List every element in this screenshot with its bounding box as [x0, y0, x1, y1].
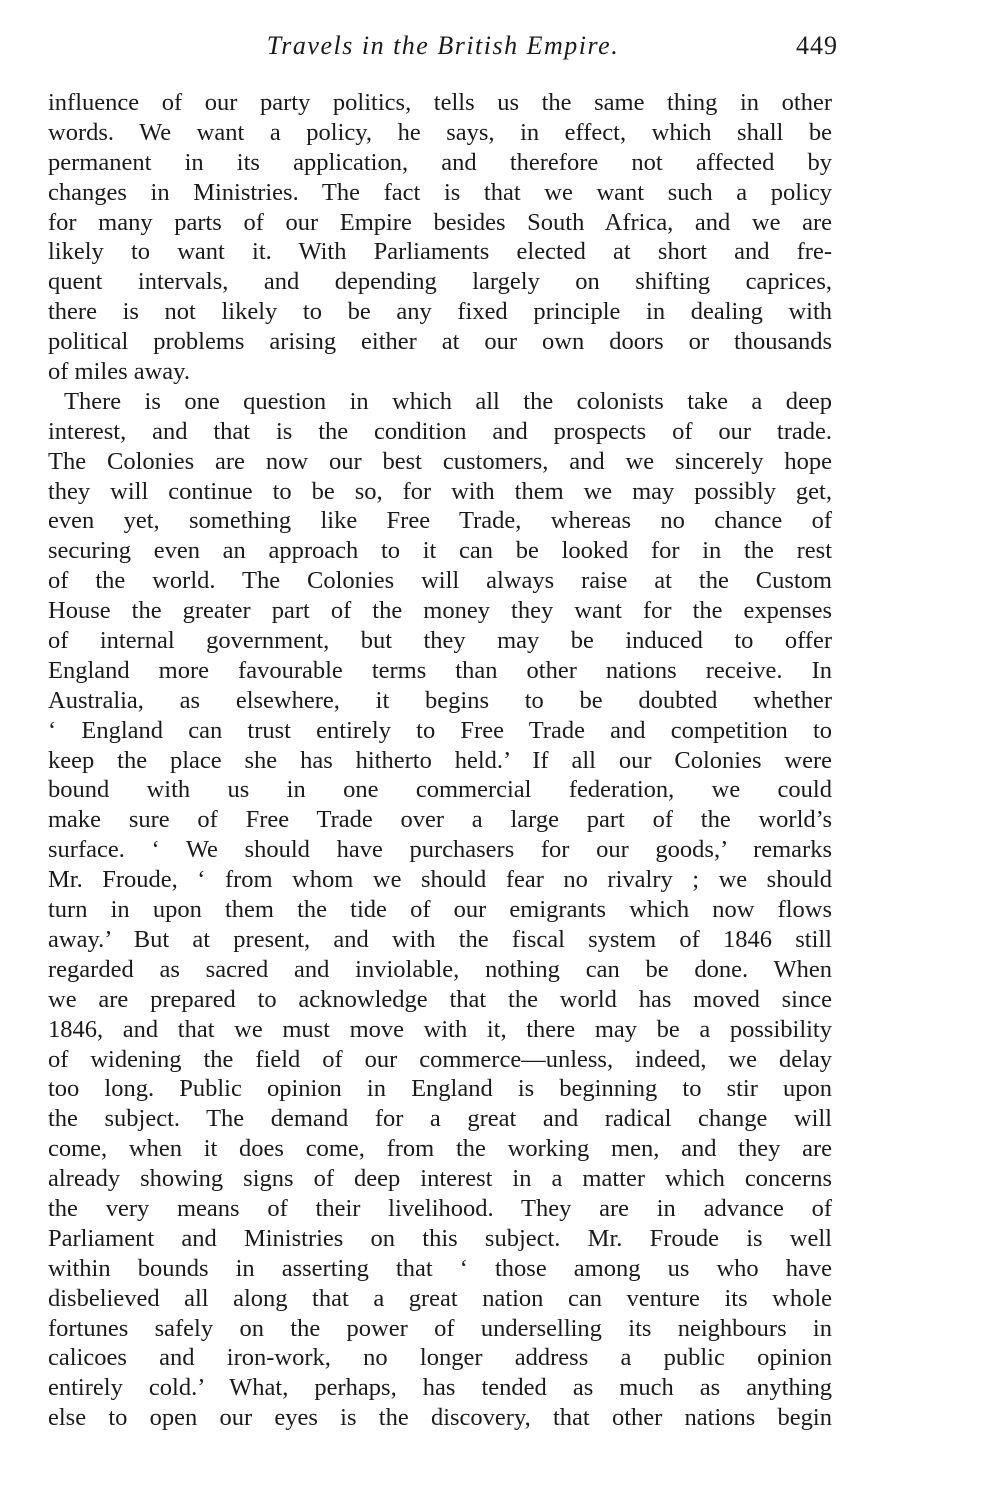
text-line: already showing signs of deep interest in a matter which concerns [48, 1165, 832, 1193]
text-line: even yet, something like Free Trade, whereas no chance of [48, 507, 832, 535]
text-line: for many parts of our Empire besides South Africa, and we are [48, 208, 832, 236]
text-line: England more favourable terms than other nations receive. In [48, 656, 832, 684]
text-line: of widening the field of our commerce—unless, indeed, we delay [48, 1045, 832, 1073]
text-line: changes in Ministries. The fact is that we want such a policy [48, 178, 832, 206]
text-line: House the greater part of the money they want for the expenses [48, 597, 832, 625]
text-line: 1846, and that we must move with it, there may be a possibility [48, 1015, 832, 1043]
text-line: quent intervals, and depending largely on shifting caprices, [48, 268, 832, 296]
text-line: regarded as sacred and inviolable, nothing can be done. When [48, 955, 832, 983]
text-line: turn in upon them the tide of our emigrants which now flows [48, 896, 832, 924]
text-line: political problems arising either at our own doors or thousands [48, 328, 832, 356]
paragraph-end-line: of miles away. [48, 358, 190, 386]
text-line: entirely cold.’ What, perhaps, has tended as much as anything [48, 1374, 832, 1402]
text-line: we are prepared to acknowledge that the world has moved since [48, 985, 832, 1013]
text-line: interest, and that is the condition and prospects of our trade. [48, 417, 832, 445]
text-line: Parliament and Ministries on this subject. Mr. Froude is well [48, 1224, 832, 1252]
text-line: the subject. The demand for a great and radical change will [48, 1105, 832, 1133]
text-line: of the world. The Colonies will always raise at the Custom [48, 567, 832, 595]
text-line: within bounds in asserting that ‘ those among us who have [48, 1254, 832, 1282]
text-line: Mr. Froude, ‘ from whom we should fear no rivalry ; we should [48, 866, 832, 894]
text-line: Australia, as elsewhere, it begins to be doubted whether [48, 686, 832, 714]
text-line: influence of our party politics, tells us the same thing in other [48, 89, 832, 116]
text-line: they will continue to be so, for with them we may possibly get, [48, 477, 832, 505]
text-line: surface. ‘ We should have purchasers for our goods,’ remarks [48, 836, 832, 864]
text-line: away.’ But at present, and with the fiscal system of 1846 still [48, 925, 832, 953]
text-line: disbelieved all along that a great nation can venture its whole [48, 1284, 832, 1312]
text-line: the very means of their livelihood. They are in advance of [48, 1194, 832, 1222]
paragraph-start-line: There is one question in which all the colonists take a deep [64, 387, 832, 415]
text-line: permanent in its application, and therefore not affected by [48, 148, 832, 176]
running-head [48, 28, 838, 64]
text-line: too long. Public opinion in England is beginning to stir upon [48, 1075, 832, 1103]
text-line: keep the place she has hitherto held.’ If all our Colonies were [48, 746, 832, 774]
text-line: make sure of Free Trade over a large part of the world’s [48, 806, 832, 834]
text-line: come, when it does come, from the working men, and they are [48, 1135, 832, 1163]
text-line: bound with us in one commercial federation, we could [48, 776, 832, 804]
text-line: fortunes safely on the power of underselling its neighbours in [48, 1314, 832, 1342]
text-line: likely to want it. With Parliaments elected at short and fre- [48, 238, 832, 266]
body-text [48, 88, 832, 1433]
text-line: words. We want a policy, he says, in effect, which shall be [48, 118, 832, 146]
running-title: Travels in the British Empire. [266, 31, 620, 60]
text-line: The Colonies are now our best customers, and we sincerely hope [48, 447, 832, 475]
page-number: 449 [796, 31, 838, 60]
text-line: securing even an approach to it can be looked for in the rest [48, 537, 832, 565]
text-line: there is not likely to be any fixed principle in dealing with [48, 298, 832, 326]
text-line: of internal government, but they may be induced to offer [48, 627, 832, 655]
text-line: ‘ England can trust entirely to Free Trade and competition to [48, 716, 832, 744]
text-line: else to open our eyes is the discovery, that other nations begin [48, 1404, 832, 1432]
text-line: calicoes and iron-work, no longer address a public opinion [48, 1344, 832, 1372]
